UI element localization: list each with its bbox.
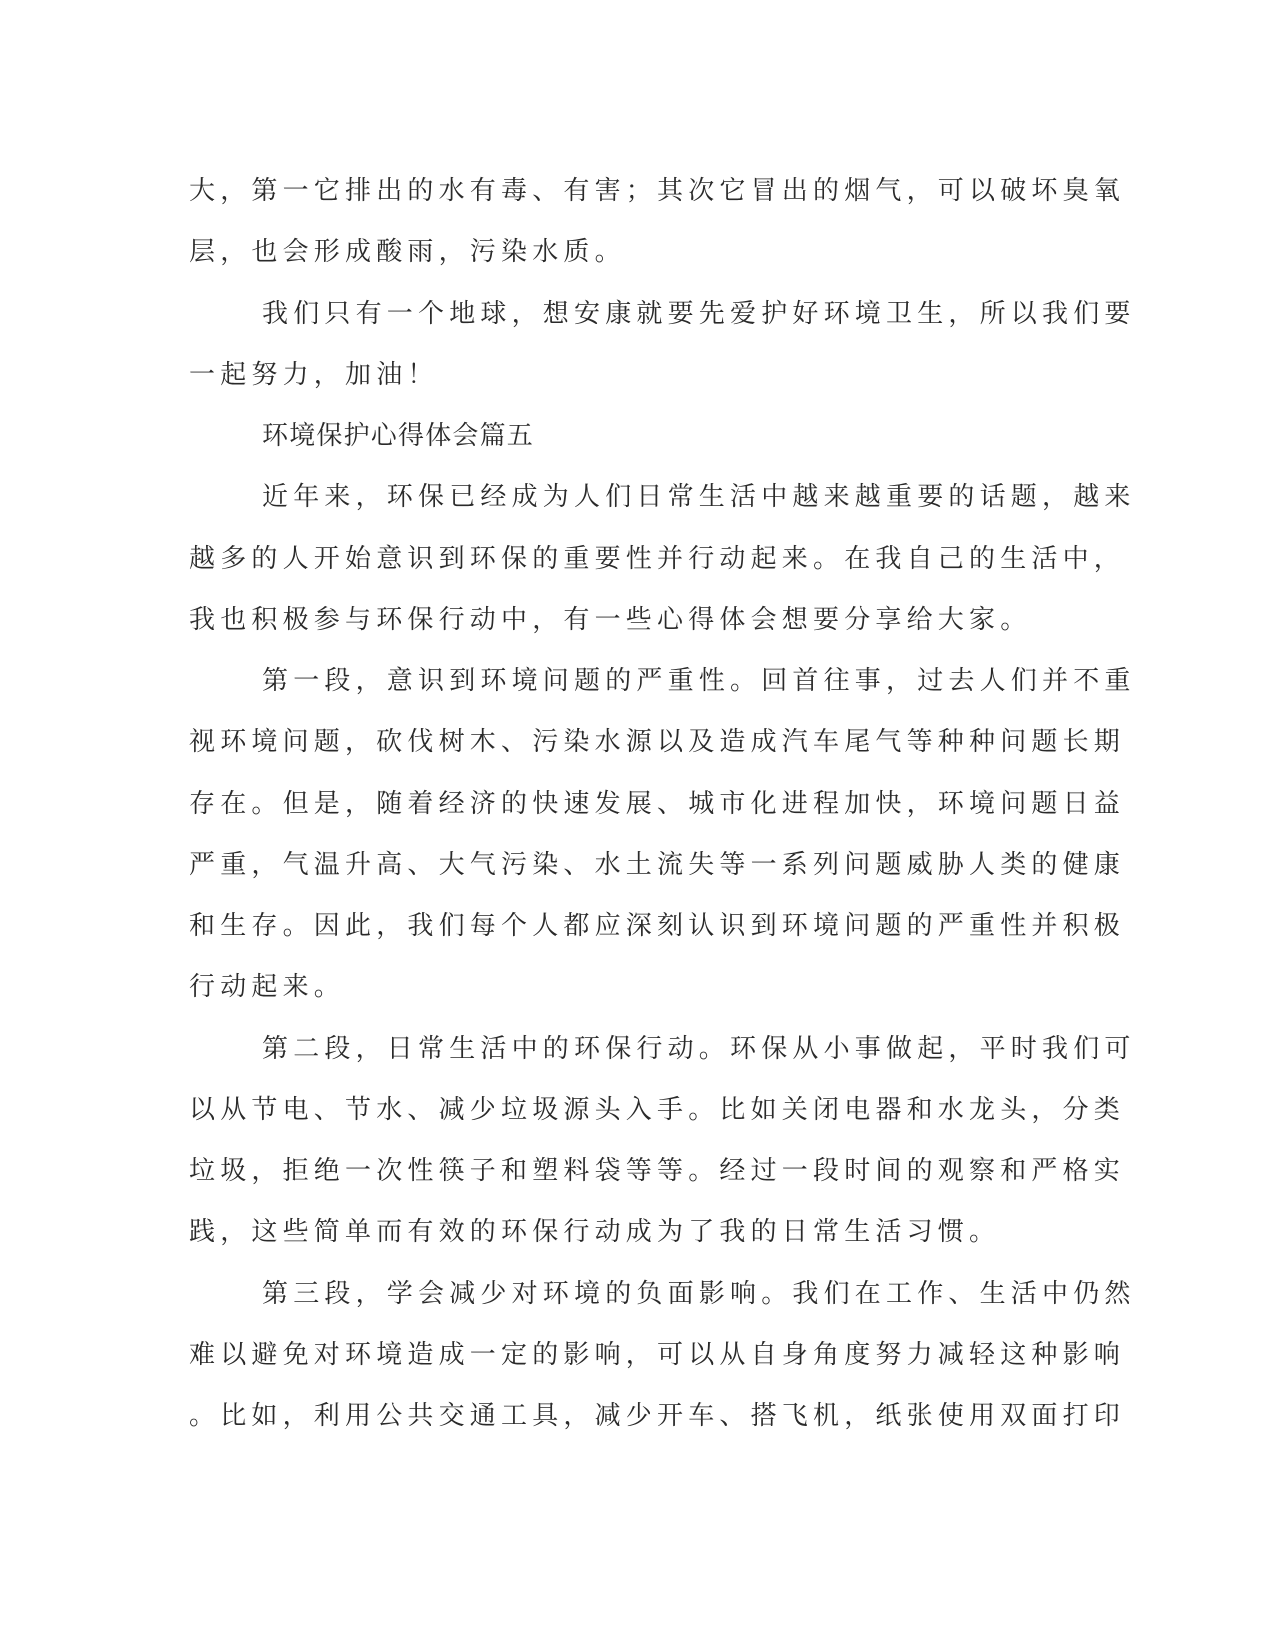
paragraph-line: 一起努力，加油！	[189, 360, 439, 390]
section-heading: 环境保护心得体会篇五	[262, 421, 535, 451]
paragraph-line: 越多的人开始意识到环保的重要性并行动起来。在我自己的生活中，	[189, 544, 1126, 574]
paragraph-line: 和生存。因此，我们每个人都应深刻认识到环境问题的严重性并积极	[189, 911, 1126, 941]
paragraph-line: 难以避免对环境造成一定的影响，可以从自身角度努力减轻这种影响	[189, 1340, 1126, 1370]
paragraph-line: 视环境问题，砍伐树木、污染水源以及造成汽车尾气等种种问题长期	[189, 727, 1126, 757]
paragraph-line: 第一段，意识到环境问题的严重性。回首往事，过去人们并不重	[262, 666, 1136, 696]
paragraph-line: 第三段，学会减少对环境的负面影响。我们在工作、生活中仍然	[262, 1279, 1136, 1309]
paragraph-line: 大，第一它排出的水有毒、有害；其次它冒出的烟气，可以破坏臭氧	[189, 176, 1126, 206]
paragraph-line: 近年来，环保已经成为人们日常生活中越来越重要的话题，越来	[262, 482, 1136, 512]
paragraph-line: 严重，气温升高、大气污染、水土流失等一系列问题威胁人类的健康	[189, 850, 1126, 880]
paragraph-line: 第二段，日常生活中的环保行动。环保从小事做起，平时我们可	[262, 1034, 1136, 1064]
paragraph-line: 。比如，利用公共交通工具，减少开车、搭飞机，纸张使用双面打印	[189, 1401, 1126, 1431]
paragraph-line: 我也积极参与环保行动中，有一些心得体会想要分享给大家。	[189, 605, 1032, 635]
paragraph-line: 层，也会形成酸雨，污染水质。	[189, 237, 626, 267]
paragraph-line: 践，这些简单而有效的环保行动成为了我的日常生活习惯。	[189, 1217, 1001, 1247]
paragraph-line: 存在。但是，随着经济的快速发展、城市化进程加快，环境问题日益	[189, 789, 1126, 819]
paragraph-line: 垃圾，拒绝一次性筷子和塑料袋等等。经过一段时间的观察和严格实	[189, 1156, 1126, 1186]
paragraph-line: 行动起来。	[189, 972, 346, 1002]
paragraph-line: 我们只有一个地球，想安康就要先爱护好环境卫生，所以我们要	[262, 299, 1136, 329]
paragraph-line: 以从节电、节水、减少垃圾源头入手。比如关闭电器和水龙头，分类	[189, 1095, 1126, 1125]
